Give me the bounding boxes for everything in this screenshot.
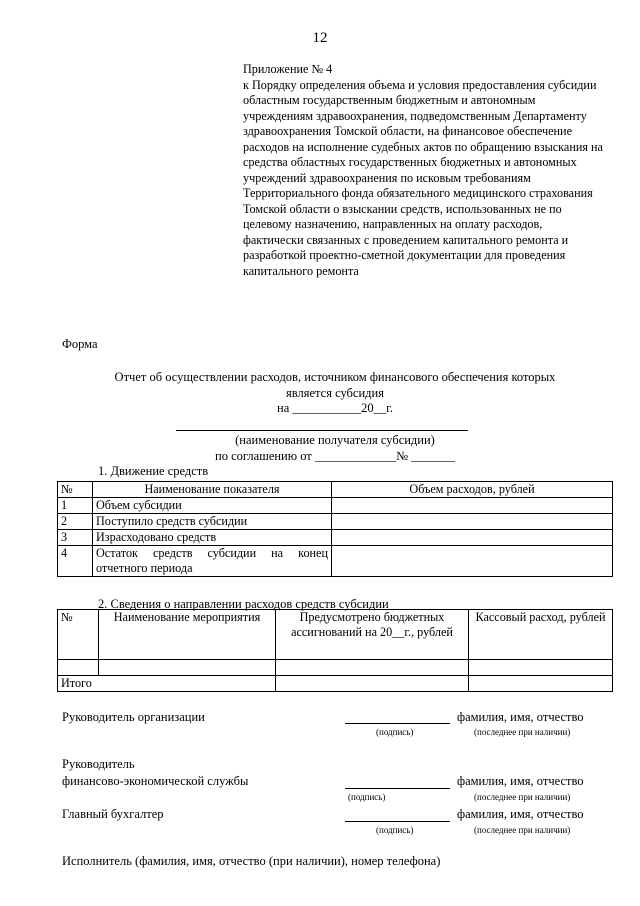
header-name: Наименование показателя	[93, 482, 332, 498]
recipient-caption: (наименование получателя субсидии)	[235, 433, 435, 447]
row-name: Поступило средств субсидии	[93, 514, 332, 530]
empty-cell	[469, 676, 613, 692]
table-header-row	[58, 482, 613, 498]
patronymic-caption: (последнее при наличии)	[474, 825, 571, 835]
agreement-line: по соглашению от _____________№ _______	[215, 448, 455, 463]
fio-label: фамилия, имя, отчество	[457, 807, 584, 821]
row-name: Израсходовано средств	[93, 530, 332, 546]
fio-label: фамилия, имя, отчество	[457, 774, 584, 788]
row-value	[332, 546, 613, 577]
row-name-line2: отчетного периода	[96, 561, 193, 575]
signature-caption: (подпись)	[348, 792, 386, 802]
row-num: 4	[58, 546, 93, 577]
row-value	[332, 498, 613, 514]
annex-block	[243, 62, 603, 279]
patronymic-caption: (последнее при наличии)	[474, 792, 571, 802]
fio-label: фамилия, имя, отчество	[457, 710, 584, 724]
section2-title: 2. Сведения о направлении расходов средств субсидии	[98, 597, 389, 611]
table-row	[58, 498, 613, 514]
total-label: Итого	[58, 676, 276, 692]
report-title	[40, 370, 630, 417]
recipient-block	[40, 433, 630, 464]
report-title-line2: является субсидия	[286, 385, 384, 400]
table-row	[58, 530, 613, 546]
row-name: Объем субсидии	[93, 498, 332, 514]
header-num: №	[58, 610, 99, 660]
empty-cell	[276, 676, 469, 692]
row-name-line1: Остаток средств субсидии на конец	[96, 546, 328, 560]
table-row	[58, 546, 613, 577]
empty-cell	[276, 660, 469, 676]
signature-line	[345, 821, 450, 822]
row-num: 1	[58, 498, 93, 514]
finance-label-1: Руководитель	[62, 757, 135, 771]
row-value	[332, 530, 613, 546]
empty-cell	[58, 660, 99, 676]
row-num: 3	[58, 530, 93, 546]
report-date-line: на ___________20__г.	[277, 401, 393, 415]
header-budget: Предусмотрено бюджетных ассигнований на 20__г., рублей	[276, 610, 469, 660]
table-row	[58, 514, 613, 530]
signature-caption: (подпись)	[376, 727, 414, 737]
annex-text: к Порядку определения объема и условия предоставления субсидии областным государственным бюджетным и автономным учреждениям здравоохранения, подведомственным Департаменту здравоохранения Томской области, на финансовое обеспечение расходов на исполнение судебных актов по обращению взыскания на средства областных государственных бюджетных и автономных учреждений здравоохранения по исковым требованиям Территориального фонда обязательного медицинского страхования Томской области о взыскании средств, использованных не по целевому назначению, направленных на оплату расходов, фактически связанных с проведением капитального ремонта и разработкой проектно-сметной документации для проведения капитального ремонта	[243, 77, 603, 278]
executor-label: Исполнитель (фамилия, имя, отчество (при наличии), номер телефона)	[62, 854, 441, 868]
recipient-line	[176, 430, 468, 431]
movement-table	[57, 481, 613, 577]
total-row	[58, 676, 613, 692]
header-cash: Кассовый расход, рублей	[469, 610, 613, 660]
empty-cell	[99, 660, 276, 676]
finance-label-2: финансово-экономической службы	[62, 774, 249, 788]
form-label: Форма	[62, 337, 98, 351]
report-title-line1: Отчет об осуществлении расходов, источником финансового обеспечения которых	[114, 370, 556, 384]
row-name	[93, 546, 332, 577]
header-value: Объем расходов, рублей	[332, 482, 613, 498]
patronymic-caption: (последнее при наличии)	[474, 727, 571, 737]
accountant-label: Главный бухгалтер	[62, 807, 164, 821]
empty-cell	[469, 660, 613, 676]
header-num: №	[58, 482, 93, 498]
signature-line	[345, 723, 450, 724]
table-header-row	[58, 610, 613, 660]
signature-caption: (подпись)	[376, 825, 414, 835]
annex-heading: Приложение № 4	[243, 62, 333, 76]
row-value	[332, 514, 613, 530]
page-number: 12	[312, 30, 328, 46]
section1-title: 1. Движение средств	[98, 464, 209, 478]
table-row	[58, 660, 613, 676]
header-activity: Наименование мероприятия	[99, 610, 276, 660]
expenses-table	[57, 609, 613, 692]
row-num: 2	[58, 514, 93, 530]
head-label: Руководитель организации	[62, 710, 205, 724]
signature-line	[345, 788, 450, 789]
